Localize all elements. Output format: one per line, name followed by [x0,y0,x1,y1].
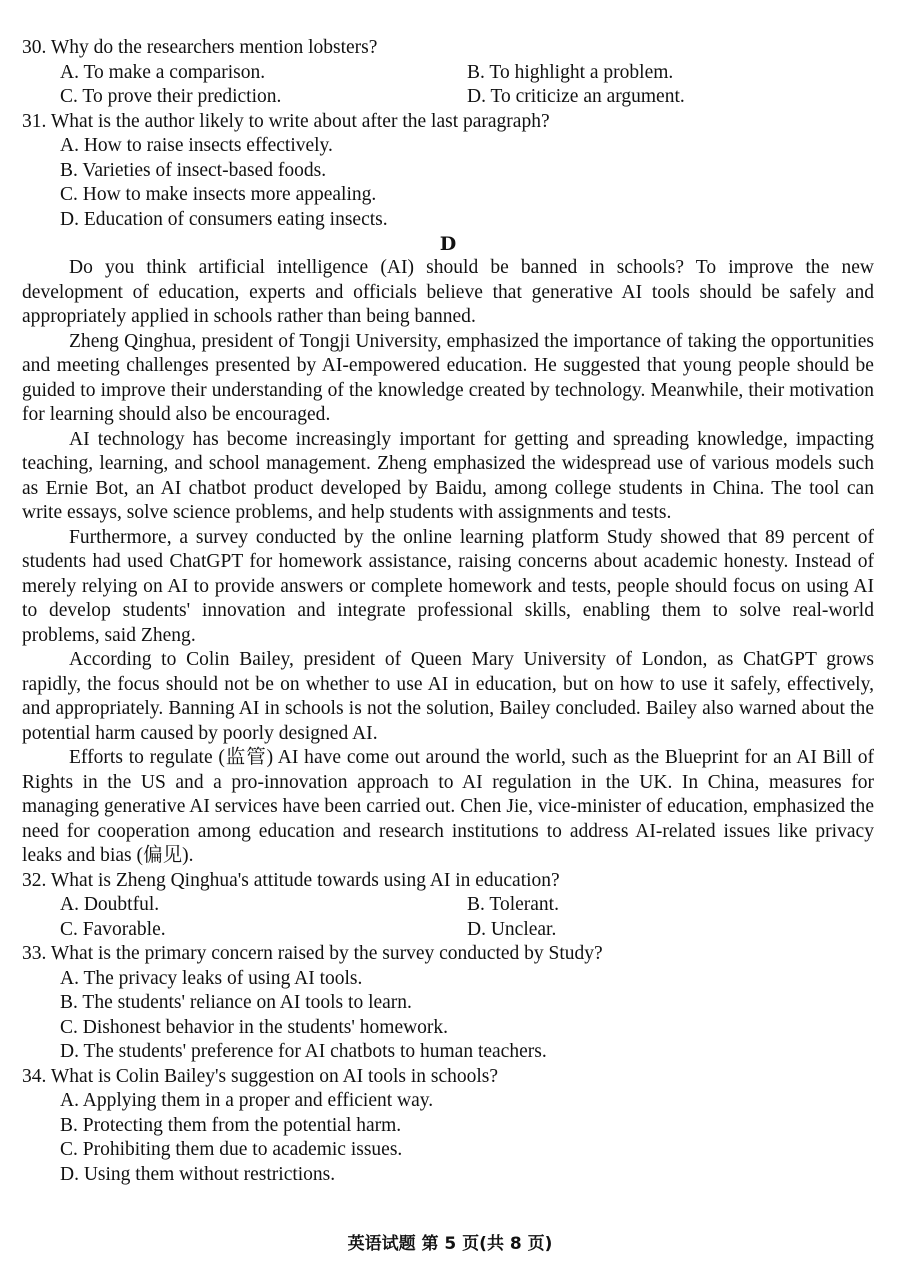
answer-option: C. Dishonest behavior in the students' homework. [60,1016,449,1038]
answer-option: A. How to raise insects effectively. [60,135,333,156]
option-row [22,893,874,918]
section-title: D [439,233,457,255]
answer-option: D. Education of consumers eating insects. [60,208,388,230]
question-stem [22,36,874,61]
passage-paragraph: Furthermore, a survey conducted by the online learning platform Study showed that 89 percent of students had used ChatGPT for homework assistance, raising concerns about academic honesty. Instead of merely relying on AI to provide answers or complete homework and tests, people should focus on using AI to develop students' innovation and integrate professional skills, enabling them to solve real-world problems, said Zheng. [22,526,874,646]
answer-option: D. The students' preference for AI chatbots to human teachers. [60,1041,547,1062]
question-text: What is Colin Bailey's suggestion on AI tools in schools? [50,1065,499,1087]
answer-option: D. To criticize an argument. [467,86,685,107]
answer-option: C. How to make insects more appealing. [60,184,377,205]
answer-option: D. Unclear. [467,918,557,940]
question-stem [22,942,874,967]
answer-option: C. Favorable. [60,918,166,940]
question-stem [22,869,874,894]
question-stem [22,1065,874,1090]
passage-paragraph: Do you think artificial intelligence (AI) should be banned in schools? To improve the new development of education, experts and officials believe that generative AI tools should be safely and appropriately applied in schools rather than being banned. [22,257,874,327]
question-text: What is the author likely to write about after the last paragraph? [50,110,550,132]
question-group-bottom [22,869,874,1188]
passage-paragraph: AI technology has become increasingly important for getting and spreading knowledge, impacting teaching, learning, and school management. Zheng emphasized the widespread use of various models such as Ernie Bot, an AI chatbot product developed by Baidu, among college students in China. The tool can write essays, solve science problems, and help students with assignments and tests. [22,428,874,523]
answer-option: D. Using them without restrictions. [60,1163,336,1185]
answer-option: B. Varieties of insect-based foods. [60,159,327,181]
answer-option: A. To make a comparison. [60,61,266,83]
answer-option: A. The privacy leaks of using AI tools. [60,967,363,989]
answer-option: C. Prohibiting them due to academic issues. [60,1139,403,1160]
passage-paragraph: Efforts to regulate (监管) AI have come out around the world, such as the Blueprint for an AI Bill of Rights in the US and a pro-innovation approach to AI regulation in the UK. In China, measures for managing generative AI services have been carried out. Chen Jie, vice-minister of education, emphasized the need for cooperation among education and research institutions to address AI-related issues like privacy leaks and bias (偏见). [22,747,874,866]
answer-option: B. Protecting them from the potential harm. [60,1114,402,1136]
answer-option: B. The students' reliance on AI tools to learn. [60,992,412,1013]
page-footer: 英语试题 第 5 页(共 8 页) [347,1234,553,1254]
option-row [22,61,874,86]
question-number: 30. [22,37,47,58]
question-group-top [22,36,874,232]
answer-option: B. Tolerant. [467,894,559,915]
option-row [22,918,874,943]
question-text: What is the primary concern raised by the survey conducted by Study? [50,943,603,964]
passage-paragraph: Zheng Qinghua, president of Tongji University, emphasized the importance of taking the opportunities and meeting challenges presented by AI-empowered education. He suggested that young people should be guided to improve their understanding of the knowledge created by technology. Meanwhile, their motivation for learning should also be encouraged. [22,330,874,425]
option-row [22,85,874,110]
question-number: 34. [22,1065,47,1087]
question-text: Why do the researchers mention lobsters? [50,37,378,58]
answer-option: A. Doubtful. [60,894,160,915]
answer-option: A. Applying them in a proper and efficient way. [60,1090,434,1111]
question-number: 33. [22,943,47,964]
question-number: 31. [22,110,47,132]
question-number: 32. [22,869,47,891]
question-stem [22,110,874,135]
answer-option: C. To prove their prediction. [60,86,282,107]
answer-option: B. To highlight a problem. [467,61,674,83]
question-text: What is Zheng Qinghua's attitude towards using AI in education? [50,869,560,891]
passage [22,256,874,869]
passage-paragraph: According to Colin Bailey, president of Queen Mary University of London, as ChatGPT grows rapidly, the focus should not be on whether to use AI in education, but on how to use it safely, effectively, and appropriately. Banning AI in schools is not the solution, Bailey concluded. Bailey also warned about the potential harm caused by poorly designed AI. [22,649,874,744]
